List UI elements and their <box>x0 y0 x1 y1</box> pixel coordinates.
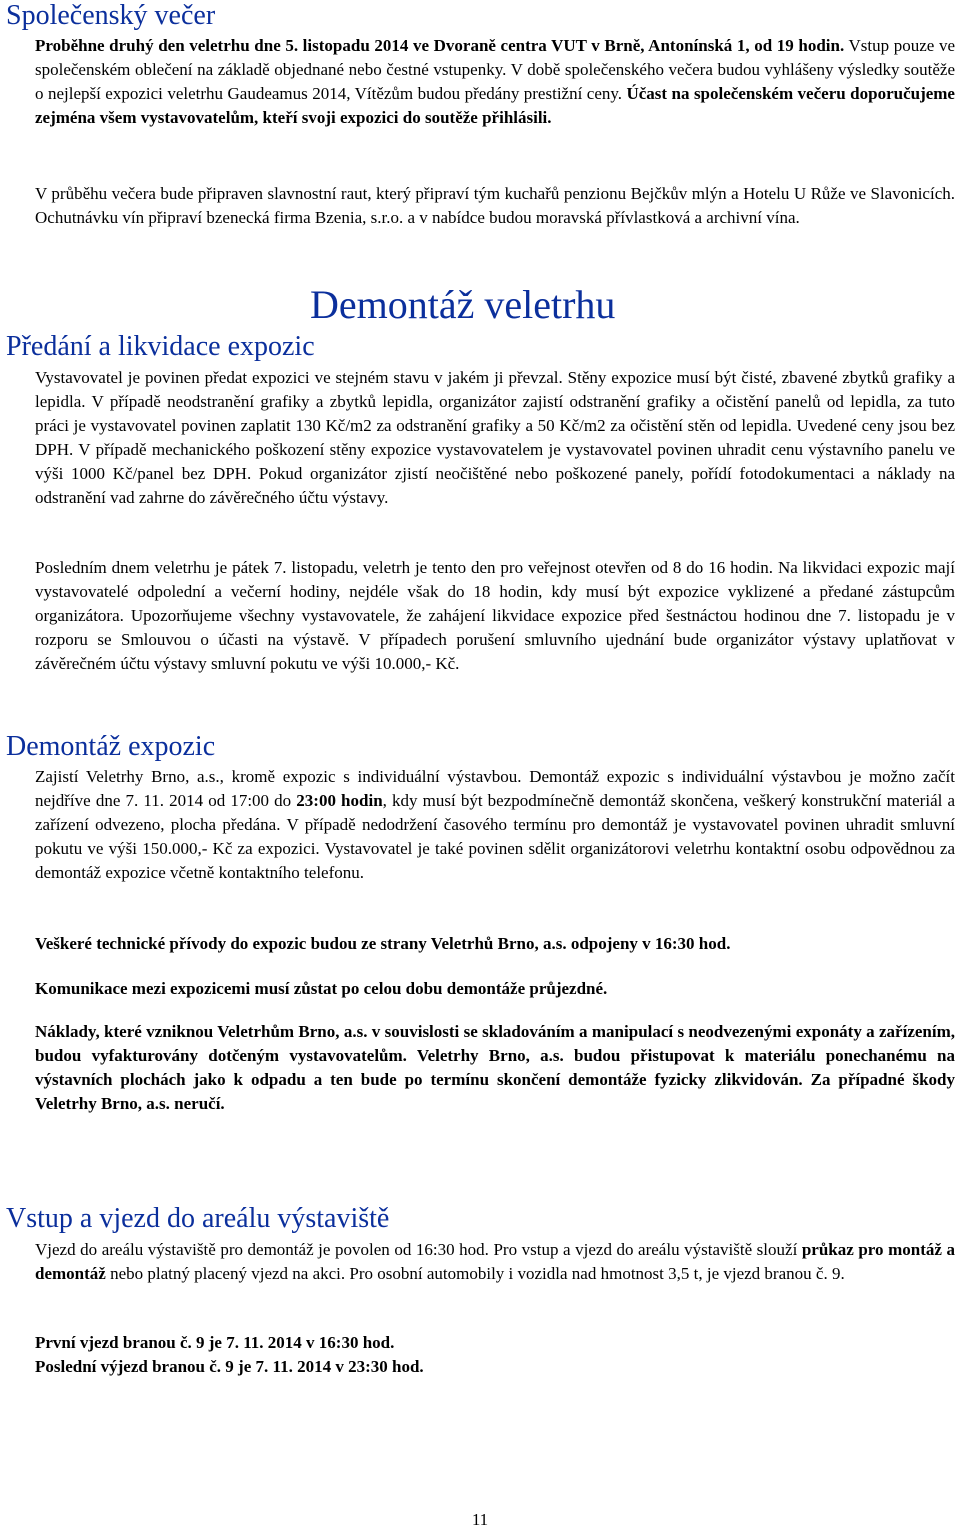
heading-entry: Vstup a vjezd do areálu výstaviště <box>6 1203 390 1234</box>
raut-paragraph: V průběhu večera bude připraven slavnostní raut, který připraví tým kuchařů penzionu Bejčkův mlýn a Hotelu U Růže ve Slavonicích. Ochutnávku vín připraví bzenecká firma Bzenia, s.r.o. a v nabídce budou moravská přívlastková a archivní vína. <box>35 184 955 227</box>
passage-notice: Komunikace mezi expozicemi musí zůstat po celou dobu demontáže průjezdné. <box>35 979 608 998</box>
expo-dismantle-text-b: , kdy musí být bezpodmínečně demontáž skončena, veškerý konstrukční materiál a zařízení odvezeno, plocha předána. V případě nedodržení časového termínu pro demontáž je vystavovatel povinen uhradit smluvní pokutu ve výši 150.000,- Kč za expozici. Vystavovatel je také povinen sdělit organizátorovi veletrhu kontaktní osobu odpovědnou za demontáž expozice včetně kontaktního telefonu. <box>35 791 955 882</box>
entry-pass-bold: průkaz pro montáž a demontáž <box>35 1240 955 1283</box>
entry-text-a: Vjezd do areálu výstaviště pro demontáž je povolen od 16:30 hod. Pro vstup a vjezd do areálu výstaviště slouží <box>35 1240 802 1259</box>
last-day-paragraph: Posledním dnem veletrhu je pátek 7. listopadu, veletrh je tento den pro veřejnost otevřen od 8 do 16 hodin. Na likvidaci expozic mají vystavovatelé odpolední a večerní hodiny, nejdéle však do 18 hodin, kdy musí být expozice vyklizené a předané zástupcům organizátora. Upozorňujeme všechny vystavovatele, že zahájení likvidace expozice před šestnáctou hodinou dne 7. listopadu je v rozporu se Smlouvou o účasti na výstavě. V případech porušení smluvního ujednání bude organizátor výstavy uplatňovat v závěrečném účtu výstavy smluvní pokutu ve výši 10.000,- Kč. <box>35 558 955 673</box>
expo-dismantle-deadline-bold: 23:00 hodin <box>296 791 383 810</box>
social-evening-text: Vstup pouze ve společenském oblečení na základě objednané nebo čestné vstupenky. V době společenského večera budou vyhlášeny výsledky soutěže o nejlepší expozici veletrhu Gaudeamus 2014, Vítězům budou předány prestižní ceny. <box>35 36 955 103</box>
social-evening-recommendation-bold: Účast na společenském večeru doporučujeme zejména všem vystavovatelům, kteří svoji expozici do soutěže přihlásili. <box>35 84 955 127</box>
power-disconnect-notice: Veškeré technické přívody do expozic budou ze strany Veletrhů Brno, a.s. odpojeny v 16:30 hod. <box>35 934 731 953</box>
handover-paragraph: Vystavovatel je povinen předat expozici ve stejném stavu v jakém ji převzal. Stěny expozice musí být čisté, zbavené zbytků grafiky a lepidla. V případě neodstranění grafiky a zbytků lepidla, organizátor zajistí odstranění grafiky a očistění panelů od lepidla, za tuto práci je vystavovatel povinen zaplatit 130 Kč/m2 za odstranění grafiky a 50 Kč/m2 za očistění stěn od lepidla. Uvedené ceny jsou bez DPH. V případě mechanického poškození stěny expozice vystavovatelem je vystavovatel povinen uhradit cenu výstavního panelu ve výši 1000 Kč/panel bez DPH. Pokud organizátor zjistí neočištěné nebo poškozené panely, pořídí fotodokumentaci a náklady na odstranění vad zahrne do závěrečného účtu výstavy. <box>35 368 955 507</box>
page-number: 11 <box>471 1510 489 1529</box>
heading-fair-dismantle: Demontáž veletrhu <box>310 282 616 327</box>
entry-text-b: nebo platný placený vjezd na akci. Pro osobní automobily i vozidla nad hmotnost 3,5 t, je vjezd branou č. 9. <box>105 1264 845 1283</box>
expo-dismantle-text-a: Zajistí Veletrhy Brno, a.s., kromě expozic s individuální výstavbou. Demontáž expozic s individuální výstavbou je možno začít nejdříve dne 7. 11. 2014 od 17:00 do <box>35 767 955 810</box>
heading-expo-dismantle: Demontáž expozic <box>6 731 216 762</box>
last-exit-line: Poslední výjezd branou č. 9 je 7. 11. 2014 v 23:30 hod. <box>35 1357 424 1376</box>
social-evening-date-bold: Proběhne druhý den veletrhu dne 5. listopadu 2014 ve Dvoraně centra VUT v Brně, Antonínská 1, od 19 hodin. <box>35 36 845 55</box>
heading-handover: Předání a likvidace expozic <box>6 331 315 362</box>
social-evening-paragraph <box>35 34 955 130</box>
costs-notice: Náklady, které vzniknou Veletrhům Brno, a.s. v souvislosti se skladováním a manipulací s neodvezenými exponáty a zařízením, budou vyfakturovány dotčeným vystavovatelům. Veletrhy Brno, a.s. budou přistupovat k materiálu ponechanému na výstavních plochách jako k odpadu a ten bude po termínu skončení demontáže fyzicky zlikvidován. Za případné škody Veletrhy Brno, a.s. neručí. <box>35 1022 955 1113</box>
heading-social-evening: Společenský večer <box>6 0 216 31</box>
entry-paragraph <box>35 1238 955 1286</box>
first-entry-line: První vjezd branou č. 9 je 7. 11. 2014 v 16:30 hod. <box>35 1333 395 1352</box>
expo-dismantle-paragraph <box>35 765 955 885</box>
